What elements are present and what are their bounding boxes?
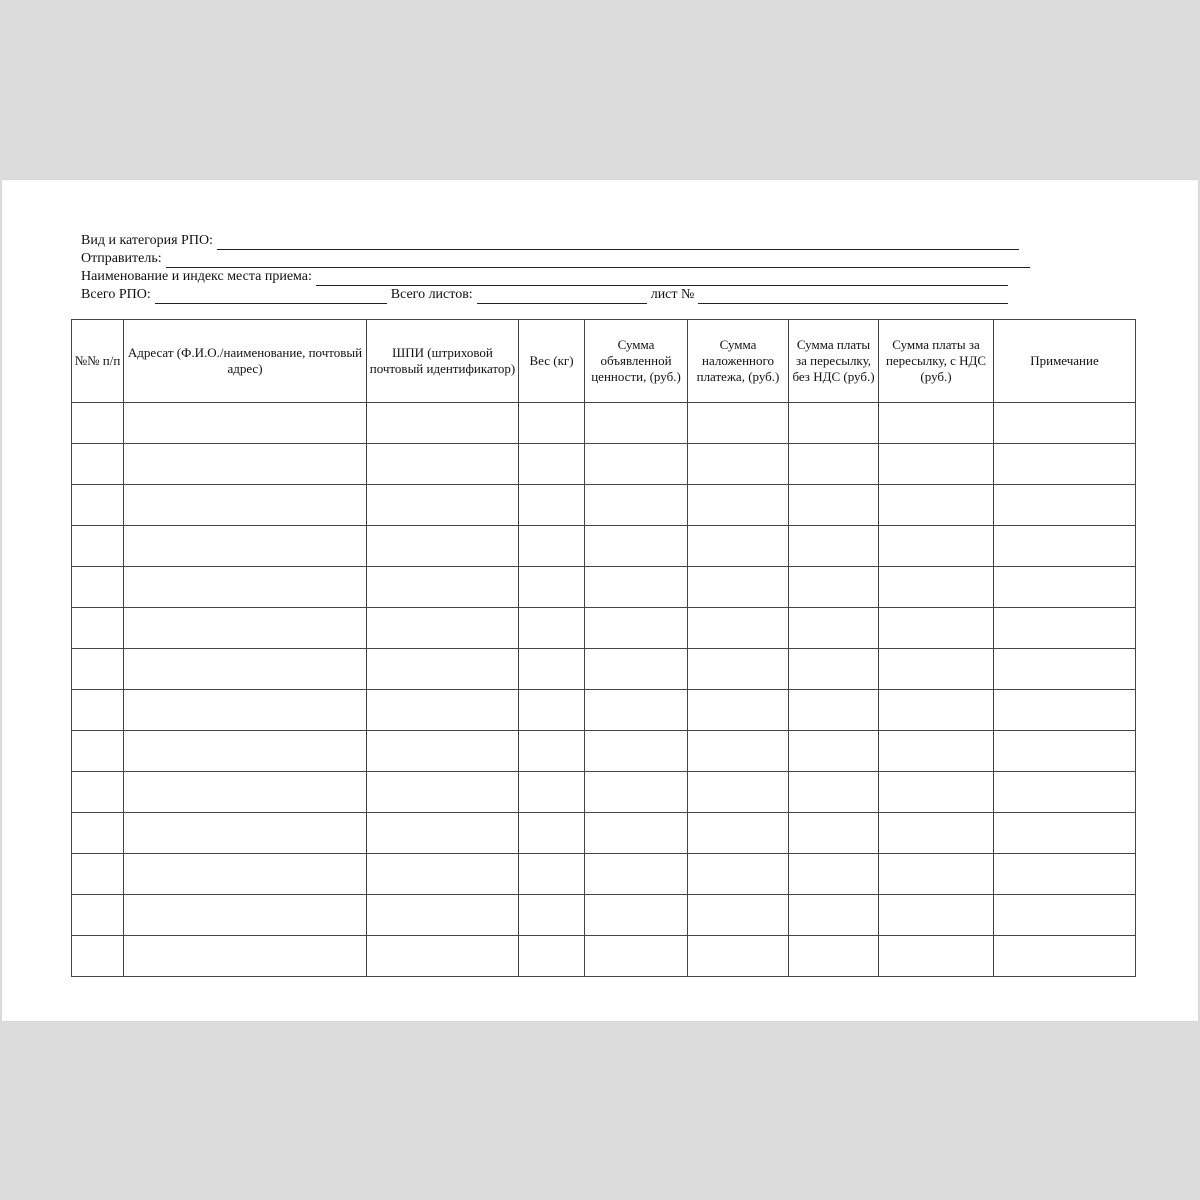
table-cell[interactable] bbox=[72, 895, 124, 936]
table-cell[interactable] bbox=[585, 731, 688, 772]
column-header-fee-without-vat: Сумма платы за пересылку, без НДС (руб.) bbox=[789, 320, 879, 403]
total-sheets-label: Всего листов: bbox=[390, 287, 473, 302]
table-cell[interactable] bbox=[994, 772, 1136, 813]
table-row bbox=[72, 854, 1136, 895]
table-cell[interactable] bbox=[585, 485, 688, 526]
table-cell[interactable] bbox=[519, 444, 585, 485]
table-cell[interactable] bbox=[519, 813, 585, 854]
table-cell[interactable] bbox=[688, 526, 789, 567]
table-cell[interactable] bbox=[519, 567, 585, 608]
table-cell[interactable] bbox=[688, 649, 789, 690]
table-cell[interactable] bbox=[367, 608, 519, 649]
table-cell[interactable] bbox=[688, 813, 789, 854]
table-cell[interactable] bbox=[879, 526, 994, 567]
table-cell[interactable] bbox=[367, 690, 519, 731]
table-cell[interactable] bbox=[124, 813, 367, 854]
table-cell[interactable] bbox=[789, 854, 879, 895]
table-cell[interactable] bbox=[124, 526, 367, 567]
place-label: Наименование и индекс места приема: bbox=[81, 269, 312, 284]
table-cell[interactable] bbox=[72, 813, 124, 854]
table-row bbox=[72, 608, 1136, 649]
table-cell[interactable] bbox=[72, 690, 124, 731]
table-cell[interactable] bbox=[585, 772, 688, 813]
table-cell[interactable] bbox=[519, 649, 585, 690]
table-cell[interactable] bbox=[994, 649, 1136, 690]
table-cell[interactable] bbox=[688, 485, 789, 526]
table-cell[interactable] bbox=[585, 567, 688, 608]
table-cell[interactable] bbox=[124, 608, 367, 649]
table-cell[interactable] bbox=[367, 854, 519, 895]
table-cell[interactable] bbox=[585, 854, 688, 895]
table-cell[interactable] bbox=[688, 567, 789, 608]
table-cell[interactable] bbox=[994, 895, 1136, 936]
header-sender-line bbox=[81, 250, 1034, 268]
table-cell[interactable] bbox=[994, 936, 1136, 977]
table-cell[interactable] bbox=[585, 403, 688, 444]
table-cell[interactable] bbox=[688, 403, 789, 444]
column-header-weight: Вес (кг) bbox=[519, 320, 585, 403]
table-cell[interactable] bbox=[367, 567, 519, 608]
table-cell[interactable] bbox=[367, 895, 519, 936]
table-cell[interactable] bbox=[367, 649, 519, 690]
table-header-row bbox=[72, 320, 1136, 403]
table-cell[interactable] bbox=[789, 813, 879, 854]
table-cell[interactable] bbox=[519, 936, 585, 977]
table-cell[interactable] bbox=[519, 608, 585, 649]
table-cell[interactable] bbox=[789, 403, 879, 444]
table-cell[interactable] bbox=[789, 444, 879, 485]
table-cell[interactable] bbox=[789, 649, 879, 690]
table-cell[interactable] bbox=[688, 731, 789, 772]
table-cell[interactable] bbox=[124, 567, 367, 608]
table-cell[interactable] bbox=[688, 772, 789, 813]
table-cell[interactable] bbox=[879, 608, 994, 649]
column-header-cod-amount: Сумма наложенного платежа, (руб.) bbox=[688, 320, 789, 403]
table-cell[interactable] bbox=[994, 813, 1136, 854]
table-cell[interactable] bbox=[72, 485, 124, 526]
table-cell[interactable] bbox=[879, 772, 994, 813]
table-cell[interactable] bbox=[789, 526, 879, 567]
table-cell[interactable] bbox=[124, 403, 367, 444]
table-cell[interactable] bbox=[585, 936, 688, 977]
table-cell[interactable] bbox=[688, 444, 789, 485]
total-rpo-label: Всего РПО: bbox=[81, 287, 151, 302]
table-cell[interactable] bbox=[688, 854, 789, 895]
table-cell[interactable] bbox=[124, 854, 367, 895]
table-cell[interactable] bbox=[72, 608, 124, 649]
table-cell[interactable] bbox=[994, 690, 1136, 731]
table-cell[interactable] bbox=[994, 526, 1136, 567]
table-cell[interactable] bbox=[994, 444, 1136, 485]
table-row bbox=[72, 526, 1136, 567]
table-body bbox=[72, 403, 1136, 977]
table-cell[interactable] bbox=[72, 403, 124, 444]
table-cell[interactable] bbox=[519, 690, 585, 731]
table-cell[interactable] bbox=[789, 608, 879, 649]
table-cell[interactable] bbox=[367, 731, 519, 772]
table-cell[interactable] bbox=[994, 854, 1136, 895]
table-cell[interactable] bbox=[72, 854, 124, 895]
table-row bbox=[72, 649, 1136, 690]
header-totals-line bbox=[81, 286, 1012, 304]
table-cell[interactable] bbox=[789, 936, 879, 977]
header-kind-line bbox=[81, 232, 1023, 250]
table-cell[interactable] bbox=[585, 526, 688, 567]
column-header-addressee: Адресат (Ф.И.О./наименование, почтовый адрес) bbox=[124, 320, 367, 403]
sheet-no-field[interactable] bbox=[698, 290, 1008, 304]
table-cell[interactable] bbox=[879, 485, 994, 526]
table-cell[interactable] bbox=[124, 649, 367, 690]
table-cell[interactable] bbox=[124, 772, 367, 813]
table-cell[interactable] bbox=[585, 895, 688, 936]
table-row bbox=[72, 567, 1136, 608]
table-cell[interactable] bbox=[519, 526, 585, 567]
table-cell[interactable] bbox=[688, 936, 789, 977]
table-cell[interactable] bbox=[367, 485, 519, 526]
table-cell[interactable] bbox=[367, 772, 519, 813]
table-cell[interactable] bbox=[72, 526, 124, 567]
sender-label: Отправитель: bbox=[81, 251, 162, 266]
table-row bbox=[72, 690, 1136, 731]
registry-table bbox=[71, 319, 1136, 977]
table-cell[interactable] bbox=[585, 690, 688, 731]
total-sheets-field[interactable] bbox=[477, 290, 647, 304]
table-cell[interactable] bbox=[879, 895, 994, 936]
kind-field[interactable] bbox=[217, 236, 1019, 250]
table-cell[interactable] bbox=[367, 936, 519, 977]
table-cell[interactable] bbox=[585, 444, 688, 485]
table-cell[interactable] bbox=[124, 444, 367, 485]
table-cell[interactable] bbox=[994, 403, 1136, 444]
table-cell[interactable] bbox=[879, 690, 994, 731]
table-cell[interactable] bbox=[688, 895, 789, 936]
table-cell[interactable] bbox=[879, 649, 994, 690]
column-header-declared-value: Сумма объявленной ценности, (руб.) bbox=[585, 320, 688, 403]
table-cell[interactable] bbox=[72, 444, 124, 485]
table-cell[interactable] bbox=[585, 813, 688, 854]
table-cell[interactable] bbox=[124, 731, 367, 772]
column-header-number: №№ п/п bbox=[72, 320, 124, 403]
table-cell[interactable] bbox=[994, 731, 1136, 772]
column-header-fee-with-vat: Сумма платы за пересылку, с НДС (руб.) bbox=[879, 320, 994, 403]
table-cell[interactable] bbox=[519, 485, 585, 526]
table-cell[interactable] bbox=[994, 485, 1136, 526]
table-cell[interactable] bbox=[789, 772, 879, 813]
table-cell[interactable] bbox=[519, 731, 585, 772]
table-cell[interactable] bbox=[879, 731, 994, 772]
table-cell[interactable] bbox=[789, 567, 879, 608]
table-row bbox=[72, 772, 1136, 813]
table-cell[interactable] bbox=[367, 444, 519, 485]
table-row bbox=[72, 403, 1136, 444]
table-cell[interactable] bbox=[124, 485, 367, 526]
sheet-no-label: лист № bbox=[650, 287, 695, 302]
table-cell[interactable] bbox=[367, 526, 519, 567]
table-cell[interactable] bbox=[519, 772, 585, 813]
table-cell[interactable] bbox=[789, 485, 879, 526]
column-header-barcode-id: ШПИ (штриховой почтовый идентификатор) bbox=[367, 320, 519, 403]
table-cell[interactable] bbox=[124, 895, 367, 936]
table-cell[interactable] bbox=[72, 772, 124, 813]
table-cell[interactable] bbox=[879, 813, 994, 854]
table-cell[interactable] bbox=[124, 690, 367, 731]
header-place-line bbox=[81, 268, 1012, 286]
table-cell[interactable] bbox=[789, 895, 879, 936]
table-cell[interactable] bbox=[519, 403, 585, 444]
table-cell[interactable] bbox=[688, 608, 789, 649]
table-row bbox=[72, 813, 1136, 854]
table-row bbox=[72, 731, 1136, 772]
table-cell[interactable] bbox=[72, 731, 124, 772]
table-cell[interactable] bbox=[519, 854, 585, 895]
table-cell[interactable] bbox=[367, 813, 519, 854]
place-field[interactable] bbox=[316, 272, 1008, 286]
total-rpo-field[interactable] bbox=[155, 290, 387, 304]
document-sheet bbox=[2, 180, 1198, 1021]
table-row bbox=[72, 936, 1136, 977]
table-cell[interactable] bbox=[879, 854, 994, 895]
sender-field[interactable] bbox=[166, 254, 1030, 268]
table-cell[interactable] bbox=[124, 936, 367, 977]
kind-label: Вид и категория РПО: bbox=[81, 233, 213, 248]
table-row bbox=[72, 444, 1136, 485]
table-cell[interactable] bbox=[72, 567, 124, 608]
table-row bbox=[72, 895, 1136, 936]
table-cell[interactable] bbox=[72, 936, 124, 977]
table-cell[interactable] bbox=[994, 567, 1136, 608]
table-cell[interactable] bbox=[879, 403, 994, 444]
table-cell[interactable] bbox=[789, 731, 879, 772]
table-cell[interactable] bbox=[879, 936, 994, 977]
table-row bbox=[72, 485, 1136, 526]
table-cell[interactable] bbox=[688, 690, 789, 731]
table-cell[interactable] bbox=[879, 567, 994, 608]
table-cell[interactable] bbox=[879, 444, 994, 485]
table-cell[interactable] bbox=[367, 403, 519, 444]
table-cell[interactable] bbox=[994, 608, 1136, 649]
table-cell[interactable] bbox=[519, 895, 585, 936]
table-cell[interactable] bbox=[585, 649, 688, 690]
table-cell[interactable] bbox=[789, 690, 879, 731]
column-header-note: Примечание bbox=[994, 320, 1136, 403]
table-cell[interactable] bbox=[585, 608, 688, 649]
table-cell[interactable] bbox=[72, 649, 124, 690]
